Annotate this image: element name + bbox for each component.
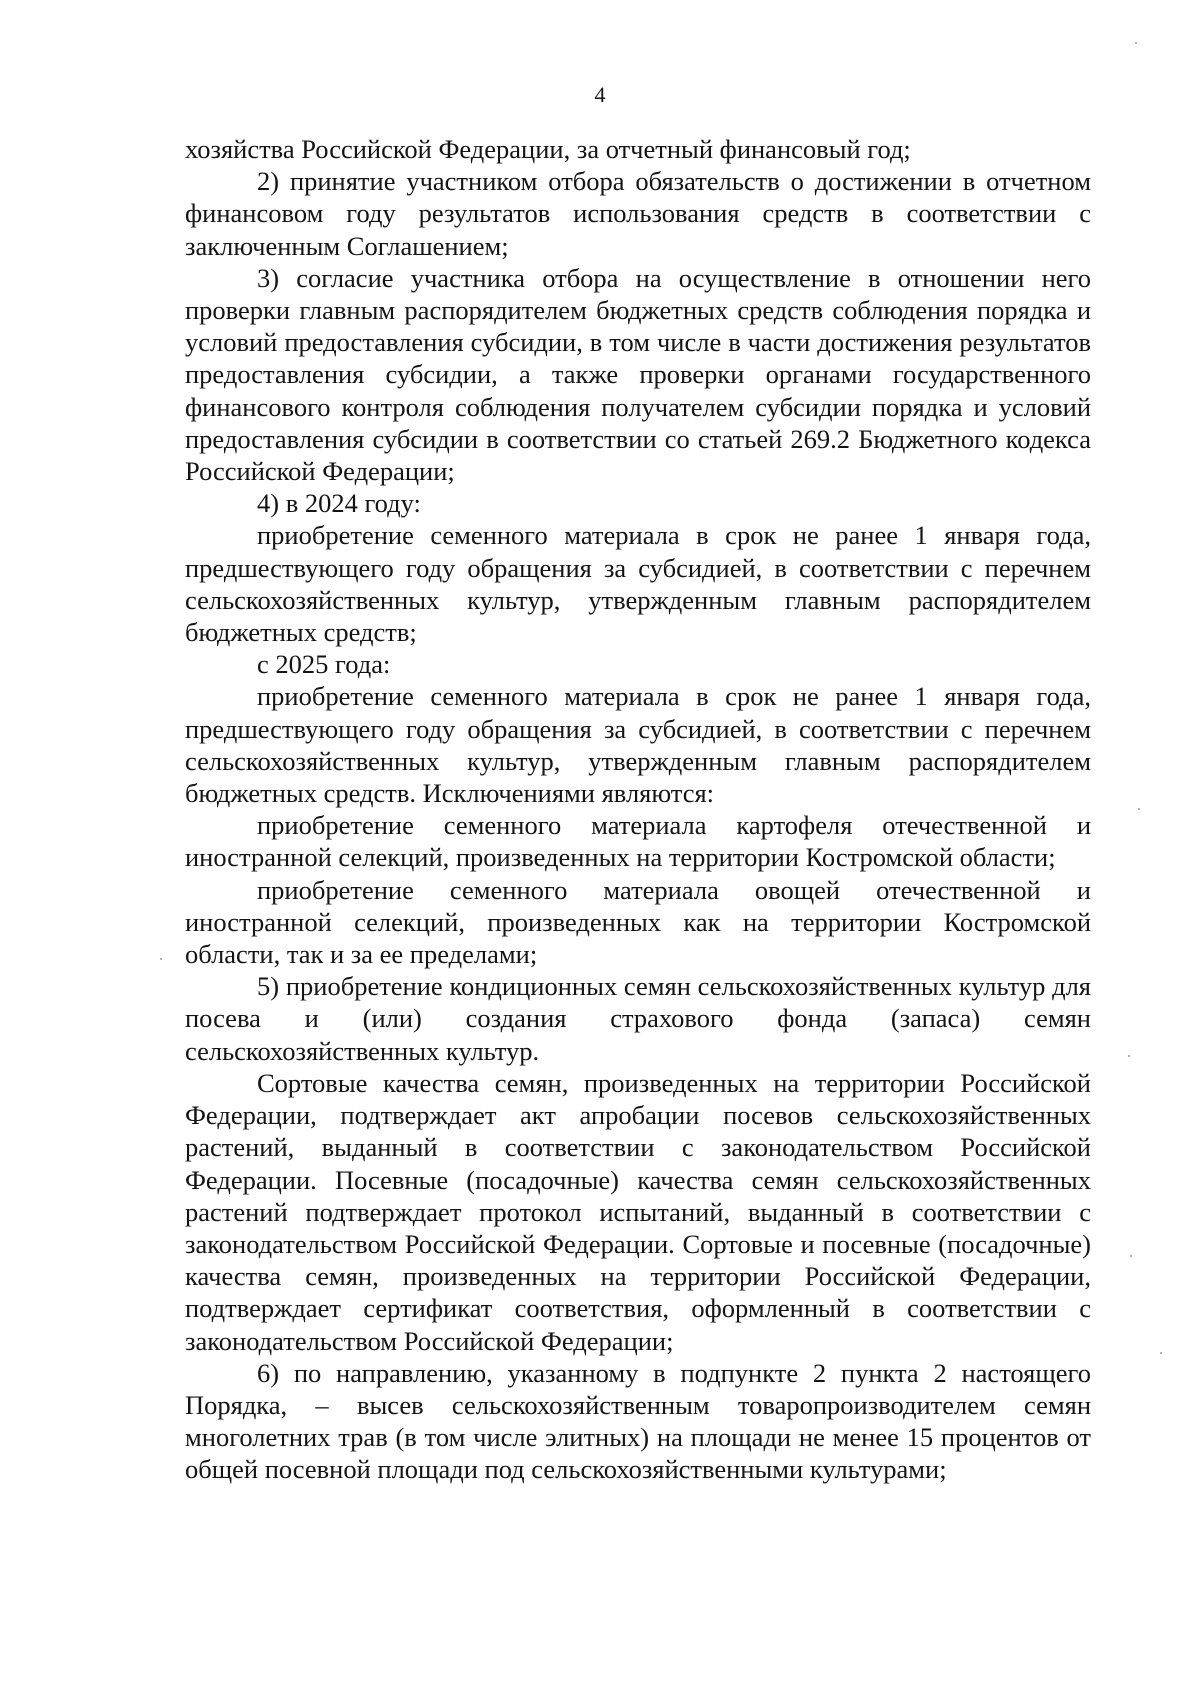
- paragraph-item-5: 5) приобретение кондиционных семян сельскохозяйственных культур для посева и (или) создания страхового фонда (запаса) семян сельскохозяйственных культур.: [185, 971, 1091, 1066]
- paragraph-exception-vegetables: приобретение семенного материала овощей отечественной и иностранной селекций, произведенных как на территории Костромской области, так и за ее пределами;: [185, 874, 1091, 970]
- scan-speck: [1128, 1055, 1130, 1057]
- paragraph-continuation: хозяйства Российской Федерации, за отчетный финансовый год;: [185, 134, 911, 164]
- scan-speck: [1130, 1255, 1132, 1257]
- paragraph-item-2: 2) принятие участником отбора обязательств о достижении в отчетном финансовом году результатов использования средств в соответствии с заключенным Соглашением;: [185, 166, 1091, 261]
- scan-speck: [160, 958, 162, 960]
- scan-speck: [1138, 808, 1140, 810]
- paragraph-item-4-2025-text: приобретение семенного материала в срок не ранее 1 января года, предшествующего году обращения за субсидией, в соответствии с перечнем сельскохозяйственных культур, утвержденным главным распорядителем бюджетных средств. Исключениями являются:: [185, 681, 1091, 809]
- paragraph-item-4-heading: 4) в 2024 году:: [257, 488, 421, 519]
- page-number: 4: [594, 82, 606, 107]
- paragraph-seed-quality: Сортовые качества семян, произведенных на территории Российской Федерации, подтверждает акт апробации посевов сельскохозяйственных растений, выданный в соответствии с законодательством Российской Федерации. Посевные (посадочные) качества семян сельскохозяйственных растений подтверждает протокол испытаний, выданный в соответствии с законодательством Российской Федерации. Сортовые и посевные (посадочные) качества семян, произведенных на территории Российской Федерации, подтверждает сертификат соответствия, оформленный в соответствии с законодательством Российской Федерации;: [185, 1067, 1091, 1356]
- paragraph-item-4-2025-heading: с 2025 года:: [257, 649, 391, 680]
- scan-speck: [1135, 42, 1137, 44]
- scan-speck: [1160, 1352, 1162, 1354]
- paragraph-item-3: 3) согласие участника отбора на осуществление в отношении него проверки главным распорядителем бюджетных средств соблюдения порядка и условий предоставления субсидии, в том числе в части достижения результатов предоставления субсидии, а также проверки органами государственного финансового контроля соблюдения получателем субсидии порядка и условий предоставления субсидии в соответствии со статьей 269.2 Бюджетного кодекса Российской Федерации;: [185, 262, 1091, 487]
- document-body: [185, 133, 1091, 1486]
- paragraph-item-6: 6) по направлению, указанному в подпункте 2 пункта 2 настоящего Порядка, – высев сельскохозяйственным товаропроизводителем семян многолетних трав (в том числе элитных) на площади не менее 15 процентов от общей посевной площади под сельскохозяйственными культурами;: [185, 1357, 1091, 1485]
- paragraph-item-4-2024-text: приобретение семенного материала в срок не ранее 1 января года, предшествующего году обращения за субсидией, в соответствии с перечнем сельскохозяйственных культур, утвержденным главным распорядителем бюджетных средств;: [185, 520, 1091, 648]
- paragraph-exception-potato: приобретение семенного материала картофеля отечественной и иностранной селекций, произведенных на территории Костромской области;: [185, 810, 1091, 873]
